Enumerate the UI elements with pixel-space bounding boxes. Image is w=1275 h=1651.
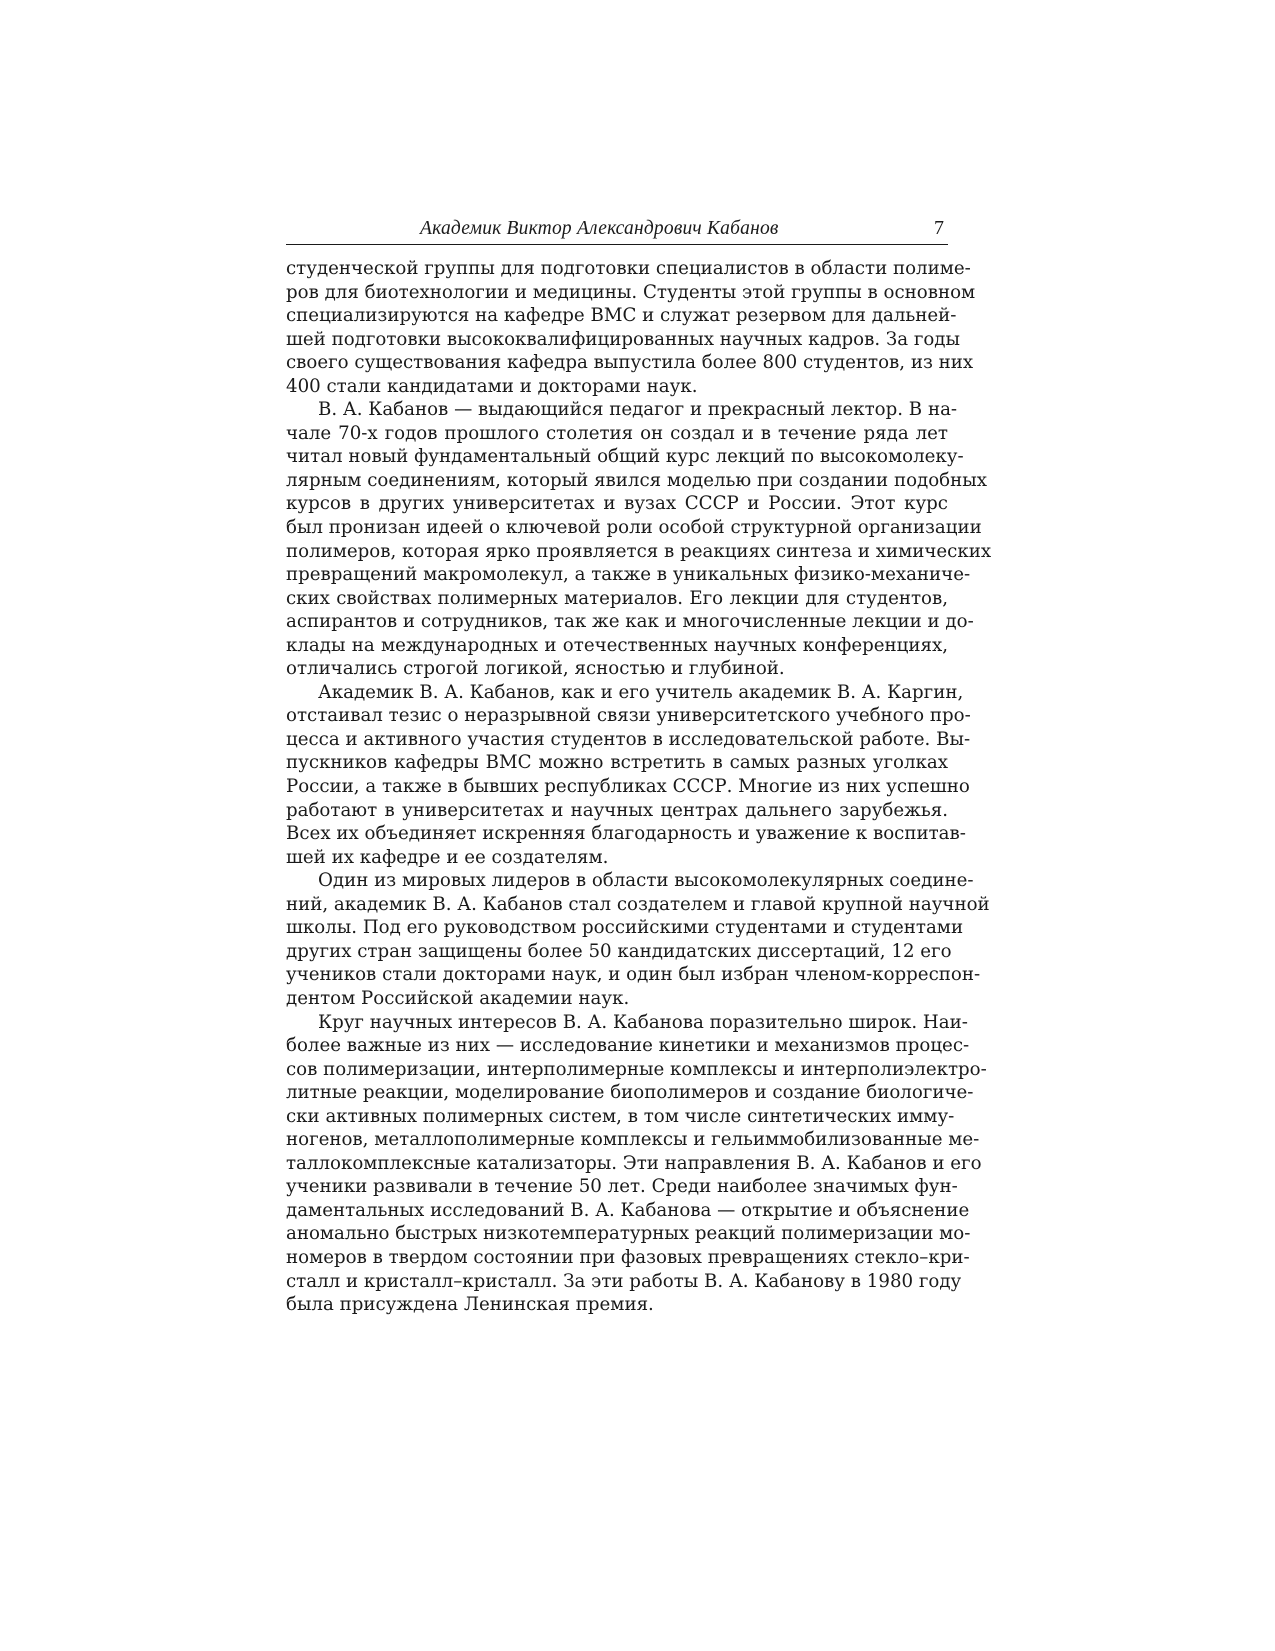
text-line: 400 стали кандидатами и докторами наук. (286, 375, 698, 397)
running-title: Академик Виктор Александрович Кабанов (420, 218, 779, 239)
running-header (286, 216, 948, 245)
text-line: других стран защищены более 50 кандидатских диссертаций, 12 его (286, 940, 952, 962)
text-line: ских свойствах полимерных материалов. Его лекции для студентов, (286, 587, 948, 609)
text-line: своего существования кафедра выпустила более 800 студентов, из них (286, 352, 974, 374)
text-line: отличались строгой логикой, ясностью и глубиной. (286, 658, 785, 680)
text-line: школы. Под его руководством российскими студентами и студентами (286, 917, 964, 939)
text-line: лярным соединениям, который явился моделью при создании подобных (286, 469, 987, 491)
text-line: аномально быстрых низкотемпературных реакций полимеризации мо- (286, 1223, 971, 1245)
text-line: сталл и кристалл–кристалл. За эти работы В. А. Кабанову в 1980 году (286, 1270, 962, 1292)
body-text (286, 257, 992, 1317)
text-line: ученики развивали в течение 50 лет. Среди наиболее значимых фун- (286, 1176, 958, 1198)
text-line: номеров в твердом состоянии при фазовых превращениях стекло–кри- (286, 1246, 970, 1268)
text-line: ров для биотехнологии и медицины. Студенты этой группы в основном (286, 281, 976, 303)
text-line: дентом Российской академии наук. (286, 987, 630, 1009)
text-line: была присуждена Ленинская премия. (286, 1294, 654, 1316)
text-line: таллокомплексные катализаторы. Эти направления В. А. Кабанов и его (286, 1152, 982, 1174)
text-line: Всех их объединяет искренняя благодарность и уважение к воспитав- (286, 823, 966, 845)
text-line: Академик В. А. Кабанов, как и его учитель академик В. А. Каргин, (318, 681, 964, 703)
text-line: читал новый фундаментальный общий курс лекций по высокомолеку- (286, 446, 964, 468)
text-line: был пронизан идеей о ключевой роли особой структурной организации (286, 517, 982, 539)
text-line: клады на международных и отечественных научных конференциях, (286, 634, 948, 656)
text-line: Круг научных интересов В. А. Кабанова поразительно широк. Наи- (318, 1011, 968, 1033)
text-line: превращений макромолекул, а также в уникальных физико-механиче- (286, 564, 971, 586)
text-line: ний, академик В. А. Кабанов стал создателем и главой крупной научной (286, 893, 990, 915)
text-line: цесса и активного участия студентов в исследовательской работе. Вы- (286, 728, 971, 750)
text-line: более важные из них — исследование кинетики и механизмов процес- (286, 1035, 970, 1057)
text-line: отстаивал тезис о неразрывной связи университетского учебного про- (286, 705, 971, 727)
text-line: специализируются на кафедре ВМС и служат резервом для дальней- (286, 305, 957, 327)
text-line: студенческой группы для подготовки специалистов в области полиме- (286, 258, 971, 279)
text-line: В. А. Кабанов — выдающийся педагог и прекрасный лектор. В на- (318, 399, 958, 421)
text-line: литные реакции, моделирование биополимеров и создание биологиче- (286, 1082, 974, 1104)
text-line: учеников стали докторами наук, и один был избран членом-корреспон- (286, 964, 981, 986)
text-line: Один из мировых лидеров в области высокомолекулярных соедине- (318, 870, 974, 892)
text-line: курсов в других университетах и вузах СССР и России. Этот курс (286, 493, 948, 515)
text-line: ногенов, металлополимерные комплексы и гельиммобилизованные ме- (286, 1129, 980, 1151)
text-line: шей их кафедре и ее создателям. (286, 846, 609, 868)
text-line: работают в университетах и научных центрах дальнего зарубежья. (286, 799, 948, 821)
text-line: даментальных исследований В. А. Кабанова — открытие и объяснение (286, 1199, 970, 1221)
page-number: 7 (934, 217, 944, 239)
text-line: полимеров, которая ярко проявляется в реакциях синтеза и химических (286, 540, 992, 562)
text-line: сов полимеризации, интерполимерные комплексы и интерполиэлектро- (286, 1058, 987, 1080)
text-line: аспирантов и сотрудников, так же как и многочисленные лекции и до- (286, 611, 974, 633)
text-line: России, а также в бывших республиках СССР. Многие из них успешно (286, 776, 970, 798)
text-line: ски активных полимерных систем, в том числе синтетических имму- (286, 1105, 955, 1127)
text-line: шей подготовки высококвалифицированных научных кадров. За годы (286, 328, 960, 350)
text-line: чале 70-х годов прошлого столетия он создал и в течение ряда лет (286, 422, 948, 444)
text-line: пускников кафедры ВМС можно встретить в самых разных уголках (286, 752, 948, 774)
